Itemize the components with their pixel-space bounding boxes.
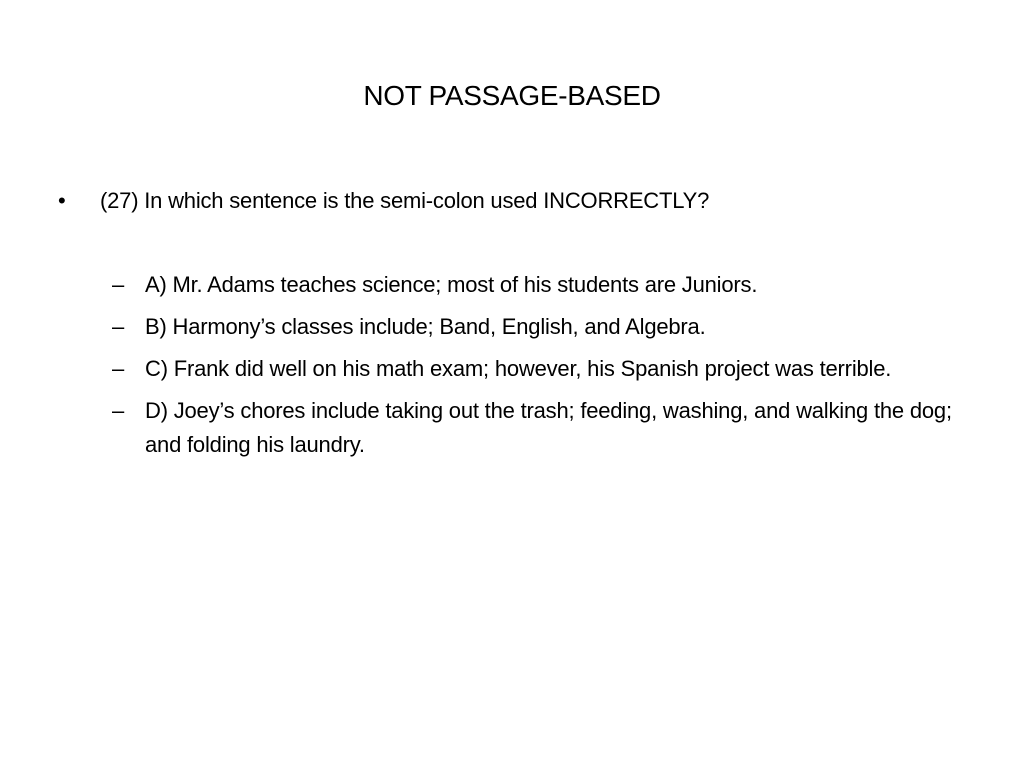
question-item	[58, 186, 958, 216]
question-text: (27) In which sentence is the semi-colon used INCORRECTLY?	[100, 188, 710, 213]
bullet-marker: •	[58, 188, 66, 213]
answer-text: A) Mr. Adams teaches science; most of his students are Juniors.	[145, 272, 758, 297]
dash-marker: –	[112, 314, 125, 339]
answer-text: C) Frank did well on his math exam; however, his Spanish project was terrible.	[145, 356, 892, 381]
answer-option-d	[112, 394, 962, 462]
answer-option-b	[112, 310, 962, 344]
answer-option-a	[112, 268, 962, 302]
answer-option-c	[112, 352, 962, 386]
dash-marker: –	[112, 272, 125, 297]
dash-marker: –	[112, 398, 125, 423]
answer-text: B) Harmony’s classes include; Band, English, and Algebra.	[145, 314, 706, 339]
answer-text: D) Joey’s chores include taking out the trash; feeding, washing, and walking the dog; and folding his laundry.	[145, 398, 952, 457]
slide-title: NOT PASSAGE-BASED	[363, 80, 661, 111]
dash-marker: –	[112, 356, 125, 381]
answer-list	[112, 268, 962, 470]
